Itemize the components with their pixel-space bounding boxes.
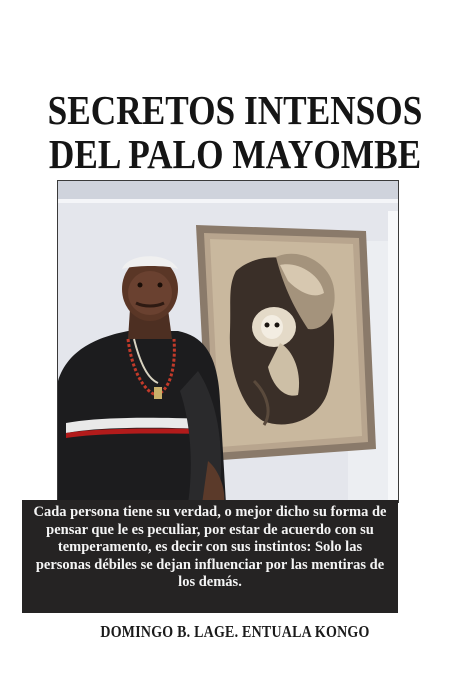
back-quote: Cada persona tiene su verdad, o mejor dicho su forma de pensar que le es peculiar, por estar de acuerdo con su temperamento, es decir con sus instintos: Solo las personas débiles se dejan influenciar por las mentiras de los demás.	[22, 500, 398, 613]
book-title-line-2: DEL PALO MAYOMBE	[48, 131, 422, 177]
cover-photo	[57, 180, 399, 503]
author-name: DOMINGO B. LAGE. ENTUALA KONGO	[100, 622, 370, 641]
book-title-line-1: SECRETOS INTENSOS	[47, 87, 423, 133]
cover-photo-illustration	[58, 181, 399, 503]
owl-painting	[196, 225, 376, 461]
